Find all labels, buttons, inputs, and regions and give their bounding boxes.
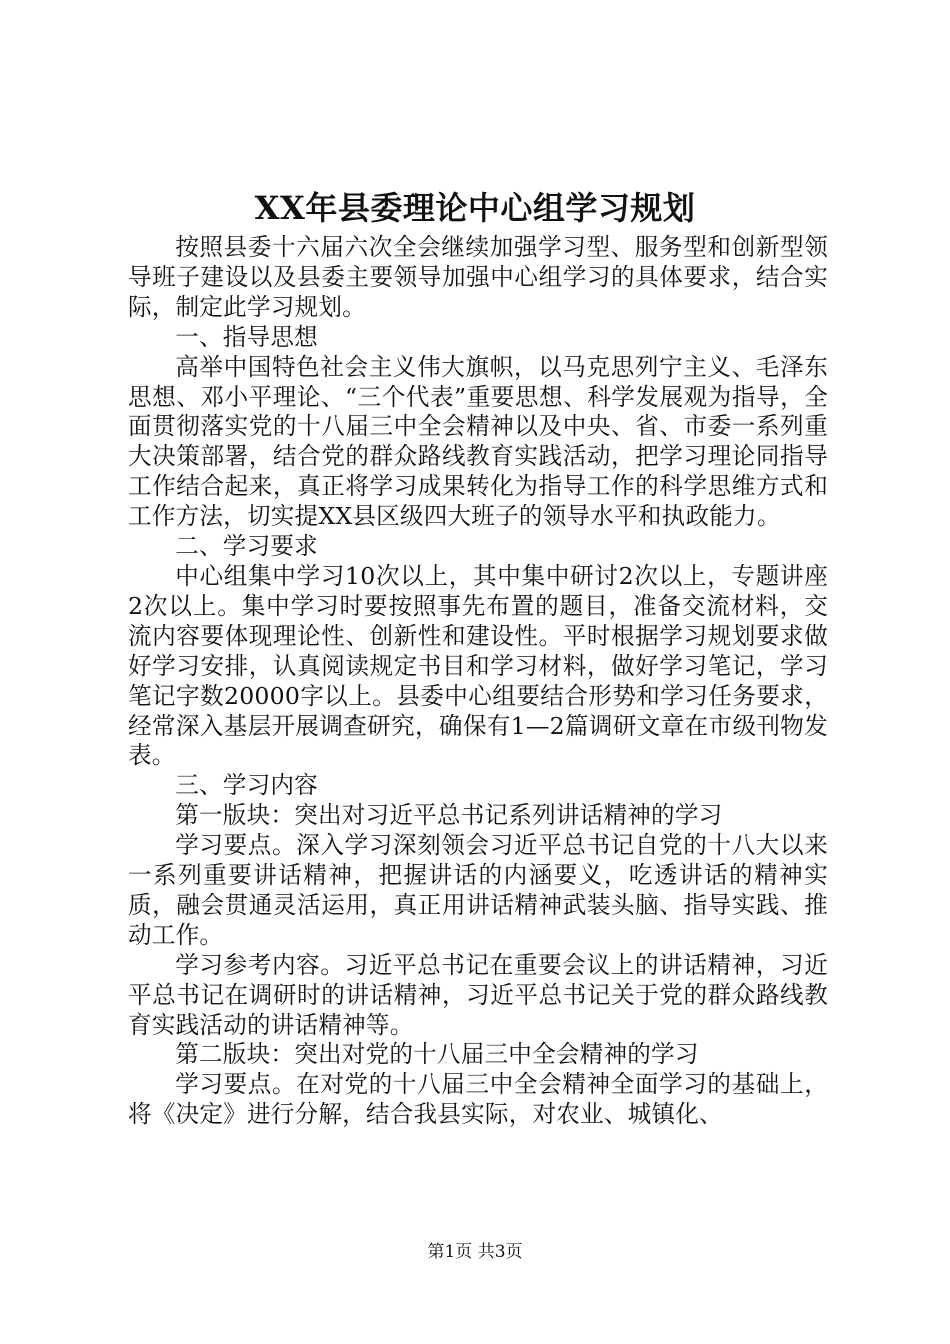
block-one-key-points: 学习要点。深入学习深刻领会习近平总书记自党的十八大以来一系列重要讲话精神，把握讲话的内涵要义，吃透讲话的精神实质，融会贯通灵活运用，真正用讲话精神武装头脑、指导实践、推动工作。	[128, 831, 828, 949]
page-number-footer: 第1页 共3页	[427, 1242, 523, 1262]
intro-paragraph: 按照县委十六届六次全会继续加强学习型、服务型和创新型领导班子建设以及县委主要领导加强中心组学习的具体要求，结合实际，制定此学习规划。	[128, 233, 828, 321]
document-body	[128, 233, 828, 1130]
study-requirements-paragraph: 中心组集中学习10次以上，其中集中研讨2次以上，专题讲座2次以上。集中学习时要按照事先布置的题目，准备交流材料，交流内容要体现理论性、创新性和建设性。平时根据学习规划要求做好学习安排，认真阅读规定书目和学习材料，做好学习笔记，学习笔记字数20000字以上。县委中心组要结合形势和学习任务要求，经常深入基层开展调查研究，确保有1—2篇调研文章在市级刊物发表。	[128, 561, 828, 770]
block-one-reference-content: 学习参考内容。习近平总书记在重要会议上的讲话精神，习近平总书记在调研时的讲话精神，习近平总书记关于党的群众路线教育实践活动的讲话精神等。	[128, 950, 828, 1039]
section-heading-study-requirements: 二、学习要求	[175, 532, 318, 561]
block-one-heading: 第一版块：突出对习近平总书记系列讲话精神的学习	[175, 801, 723, 830]
document-title: XX年县委理论中心组学习规划	[254, 189, 696, 227]
block-two-key-points: 学习要点。在对党的十八届三中全会精神全面学习的基础上，将《决定》进行分解，结合我县实际，对农业、城镇化、	[128, 1070, 828, 1129]
guiding-thought-paragraph: 高举中国特色社会主义伟大旗帜，以马克思列宁主义、毛泽东思想、邓小平理论、“三个代表”重要思想、科学发展观为指导，全面贯彻落实党的十八届三中全会精神以及中央、省、市委一系列重大决策部署，结合党的群众路线教育实践活动，把学习理论同指导工作结合起来，真正将学习成果转化为指导工作的科学思维方式和工作方法，切实提XX县区级四大班子的领导水平和执政能力。	[128, 352, 828, 531]
block-two-heading: 第二版块：突出对党的十八届三中全会精神的学习	[175, 1040, 699, 1069]
section-heading-guiding-thought: 一、指导思想	[175, 322, 318, 351]
section-heading-study-content: 三、学习内容	[175, 771, 318, 800]
